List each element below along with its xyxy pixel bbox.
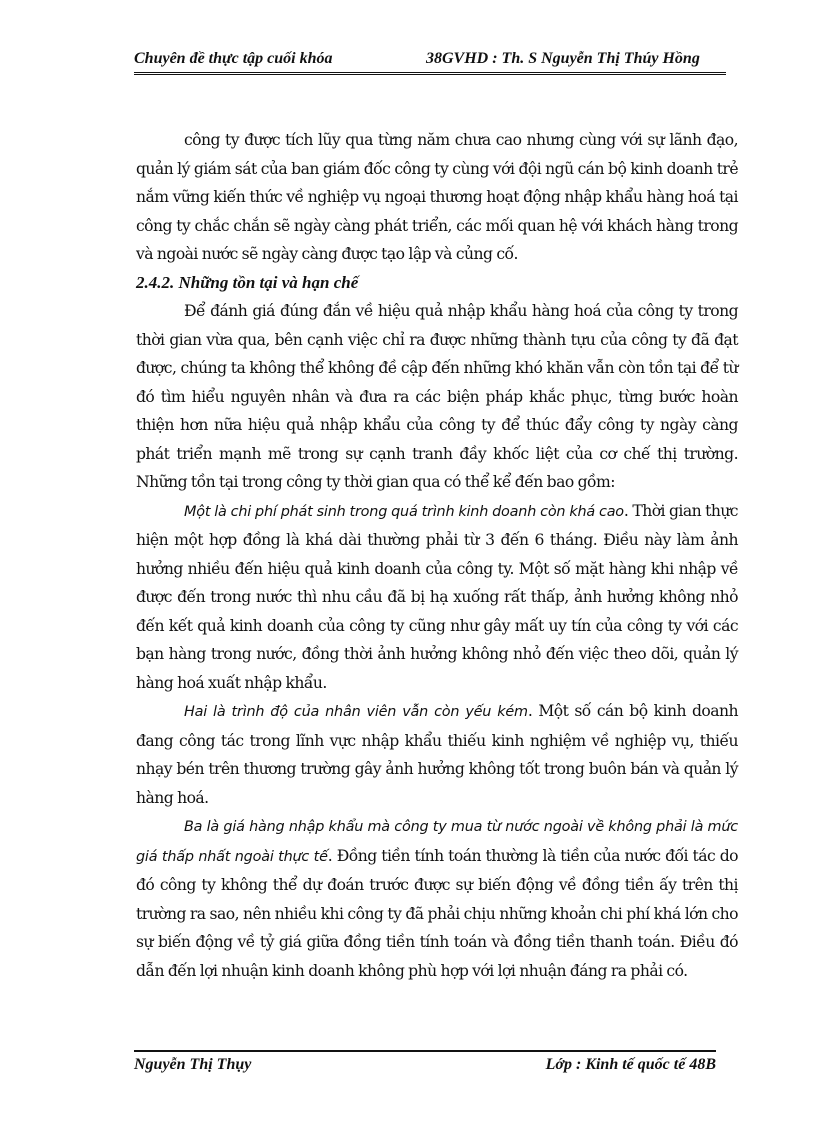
paragraph-5-lead: Ba là giá hàng nhập khẩu mà công ty mua từ nước ngoài về không phải là mức giá thấp nhất ngoài thực tế [136, 819, 738, 865]
document-body [136, 126, 738, 985]
header-rule [134, 72, 726, 75]
paragraph-4-text: . Một số cán bộ kinh doanh đang công tác trong lĩnh vực nhập khẩu thiếu kinh nghiệm về nghiệp vụ, thiếu nhạy bén trên thương trường gây ảnh hưởng không tốt trong buôn bán và quản lý hàng hoá. [136, 702, 738, 807]
paragraph-5 [136, 812, 738, 985]
footer-class: Lớp : Kinh tế quốc tế 48B [545, 1056, 716, 1073]
header-title: Chuyên đề thực tập cuối khóa [134, 50, 333, 67]
paragraph-5-text: . Đồng tiền tính toán thường là tiền của nước đối tác do đó công ty không thể dự đoán trước được sự biến động về đồng tiền ấy trên thị trường ra sao, nên nhiều khi công ty đã phải chịu những khoản chi phí khá lớn cho sự biến động về tỷ giá giữa đồng tiền tính toán và đồng tiền thanh toán. Điều đó dẫn đến lợi nhuận kinh doanh không phù hợp với lợi nhuận đáng ra phải có. [136, 846, 738, 980]
footer-rule [134, 1050, 716, 1052]
header-supervisor: 38GVHD : Th. S Nguyễn Thị Thúy Hồng [426, 50, 700, 67]
page-footer [134, 1056, 716, 1080]
page-header [134, 46, 726, 72]
paragraph-3-lead: Một là chi phí phát sinh trong quá trình kinh doanh còn khá cao [184, 503, 624, 520]
paragraph-4-lead: Hai là trình độ của nhân viên vẫn còn yếu kém [184, 704, 528, 720]
paragraph-2: Để đánh giá đúng đắn về hiệu quả nhập khẩu hàng hoá của công ty trong thời gian vừa qua, bên cạnh việc chỉ ra được những thành tựu của công ty đã đạt được, chúng ta không thể không đề cập đến những khó khăn vẫn còn tồn tại để từ đó tìm hiểu nguyên nhân và đưa ra các biện pháp khắc phục, từng bước hoàn thiện hơn nữa hiệu quả nhập khẩu của công ty để thúc đẩy công ty ngày càng phát triển mạnh mẽ trong sự cạnh tranh đầy khốc liệt của cơ chế thị trường. Những tồn tại trong công ty thời gian qua có thể kể đến bao gồm: [136, 302, 738, 491]
footer-author: Nguyễn Thị Thụy [134, 1056, 252, 1073]
paragraph-1: công ty được tích lũy qua từng năm chưa cao nhưng cùng với sự lãnh đạo, quản lý giám sát của ban giám đốc công ty cùng với đội ngũ cán bộ kinh doanh trẻ nắm vững kiến thức về nghiệp vụ ngoại thương hoạt động nhập khẩu hàng hoá tại công ty chắc chắn sẽ ngày càng phát triển, các mối quan hệ với khách hàng trong và ngoài nước sẽ ngày càng được tạo lập và củng cố. [136, 131, 738, 263]
section-heading: 2.4.2. Những tồn tại và hạn chế [136, 272, 359, 292]
paragraph-3-text: . Thời gian thực hiện một hợp đồng là khá dài thường phải từ 3 đến 6 tháng. Điều này làm ảnh hưởng nhiều đến hiệu quả kinh doanh của công ty. Một số mặt hàng khi nhập về được đến trong nước thì nhu cầu đã bị hạ xuống rất thấp, ảnh hưởng không nhỏ đến kết quả kinh doanh của công ty cũng như gây mất uy tín của công ty với các bạn hàng trong nước, đồng thời ảnh hưởng không nhỏ đến việc theo dõi, quản lý hàng hoá xuất nhập khẩu. [136, 501, 738, 692]
paragraph-3 [136, 497, 738, 698]
paragraph-4 [136, 697, 738, 812]
